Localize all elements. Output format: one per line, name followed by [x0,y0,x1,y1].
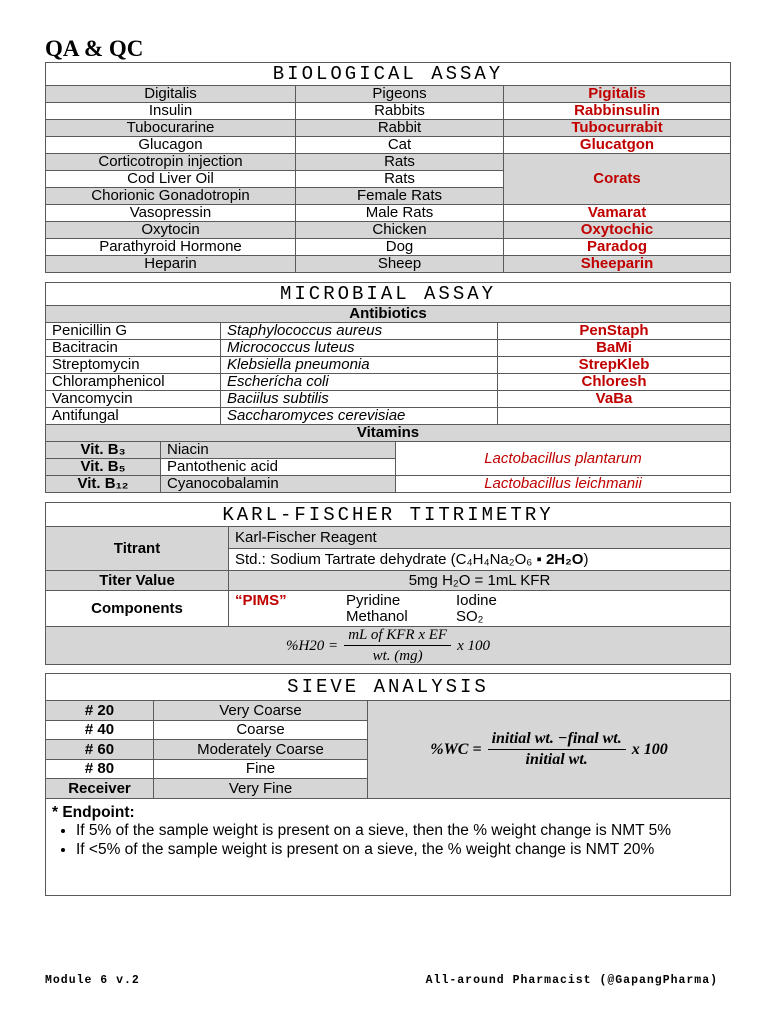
footer-author-credit: All-around Pharmacist (@GapangPharma) [425,974,718,987]
formula-fraction [488,731,626,768]
table-row [46,374,731,391]
titrant-reagent-cell: Karl-Fischer Reagent [229,527,731,549]
table-title-row [46,503,731,527]
test-animal-cell: Rabbit [296,120,504,137]
test-animal-cell: Rats [296,171,504,188]
antibiotic-cell: Vancomycin [46,391,221,408]
vitamin-name-cell: Niacin [161,442,396,459]
organism-cell: Staphylococcus aureus [221,323,498,340]
substance-cell: Tubocurarine [46,120,296,137]
formula-fraction [344,627,451,664]
component-item: Iodine [456,591,497,609]
moisture-formula-cell [46,627,731,665]
table-row [46,239,731,256]
vitamin-name-cell: Pantothenic acid [161,459,396,476]
mnemonic-cell: Rabbinsulin [504,103,731,120]
endpoint-item: • If 5% of the sample weight is present on a sieve, then the % weight change is NMT 5% [76,822,722,841]
endpoint-cell [46,799,731,896]
powder-grade-cell: Moderately Coarse [154,740,368,760]
organism-cell: Klebsiella pneumonia [221,357,498,374]
vitamin-label-cell: Vit. B₃ [46,442,161,459]
antibiotic-cell: Chloramphenicol [46,374,221,391]
formula-lhs: %H20 = [285,637,339,654]
standard-cell [229,549,731,571]
substance-cell: Oxytocin [46,222,296,239]
mnemonic-cell: Sheeparin [504,256,731,273]
microbial-assay-table [45,282,731,493]
substance-cell: Parathyroid Hormone [46,239,296,256]
formula-multiplier: x 100 [457,637,490,654]
mnemonic-cell: Paradog [504,239,731,256]
weight-change-formula [430,731,668,768]
mnemonic-cell: Tubocurrabit [504,120,731,137]
endpoint-item: • If <5% of the sample weight is present on a sieve, the % weight change is NMT 20% [76,841,722,860]
table-row [46,137,731,154]
karl-fischer-title: KARL-FISCHER TITRIMETRY [46,503,731,527]
mnemonic-cell: Oxytochic [504,222,731,239]
table-title-row [46,283,731,306]
substance-cell: Vasopressin [46,205,296,222]
vitamins-heading: Vitamins [46,425,731,442]
substance-cell: Digitalis [46,86,296,103]
powder-grade-cell: Coarse [154,721,368,740]
component-item: Methanol [346,607,408,625]
formula-denominator: initial wt. [525,751,588,768]
test-animal-cell: Rats [296,154,504,171]
table-row [46,256,731,273]
empty-mnemonic-cell [498,408,731,425]
biological-assay-title: BIOLOGICAL ASSAY [46,63,731,86]
microbial-assay-title: MICROBIAL ASSAY [46,283,731,306]
mnemonic-cell: BaMi [498,340,731,357]
mnemonic-cell: Glucatgon [504,137,731,154]
test-animal-cell: Rabbits [296,103,504,120]
table-row [46,701,731,721]
titer-value-cell: 5mg H₂O = 1mL KFR [229,571,731,591]
karl-fischer-table [45,502,731,665]
titrant-label: Titrant [46,527,229,571]
table-row [46,154,731,171]
components-mnemonic: “PIMS” [235,591,287,609]
formula-lhs: %WC = [430,740,482,758]
standard-suffix: ) [583,550,589,568]
sieve-number-cell: Receiver [46,779,154,799]
titer-label: Titer Value [46,571,229,591]
standard-hydrate: ▪ 2H₂O [536,550,584,568]
substance-cell: Insulin [46,103,296,120]
antibiotics-heading: Antibiotics [46,306,731,323]
formula-multiplier: x 100 [631,740,668,758]
substance-cell: Chorionic Gonadotropin [46,188,296,205]
table-row [46,357,731,374]
table-row [46,120,731,137]
page-title: QA & QC [45,36,144,61]
table-row [46,103,731,120]
antibiotic-cell: Penicillin G [46,323,221,340]
organism-cell: Saccharomyces cerevisiae [221,408,498,425]
footer-module-label: Module 6 v.2 [45,974,140,987]
component-item: Pyridine [346,591,401,609]
substance-cell: Heparin [46,256,296,273]
sieve-number-cell: # 20 [46,701,154,721]
test-animal-cell: Pigeons [296,86,504,103]
formula-denominator: wt. (mg) [372,648,423,664]
components-cell [229,591,731,627]
formula-numerator: mL of KFR x EF [344,627,451,646]
test-animal-cell: Sheep [296,256,504,273]
sieve-number-cell: # 80 [46,760,154,779]
antibiotic-cell: Bacitracin [46,340,221,357]
organism-cell: Escherícha coli [221,374,498,391]
test-animal-cell: Dog [296,239,504,256]
component-item: SO₂ [456,607,484,625]
table-title-row [46,674,731,701]
table-row [46,205,731,222]
endpoint-row [46,799,731,896]
substance-cell: Glucagon [46,137,296,154]
table-row [46,222,731,239]
test-animal-cell: Chicken [296,222,504,239]
moisture-formula [286,627,490,664]
table-row [46,527,731,549]
mnemonic-cell: Pigitalis [504,86,731,103]
sieve-analysis-title: SIEVE ANALYSIS [46,674,731,701]
powder-grade-cell: Very Fine [154,779,368,799]
section-heading-row [46,306,731,323]
endpoint-heading: * Endpoint: [52,804,135,821]
endpoint-list [52,822,722,859]
substance-cell: Corticotropin injection [46,154,296,171]
antibiotic-cell: Antifungal [46,408,221,425]
vitamin-label-cell: Vit. B₅ [46,459,161,476]
test-animal-cell: Female Rats [296,188,504,205]
vitamin-organism-cell: Lactobacillus plantarum [396,442,731,476]
standard-text: Std.: Sodium Tartrate dehydrate (C₄H₄Na₂O₆ [235,550,537,568]
table-title-row [46,63,731,86]
vitamin-name-cell: Cyanocobalamin [161,476,396,493]
mnemonic-cell: Vamarat [504,205,731,222]
sieve-analysis-table [45,673,731,896]
organism-cell: Baciilus subtilis [221,391,498,408]
table-row [46,323,731,340]
table-row [46,340,731,357]
table-row [46,476,731,493]
formula-numerator: initial wt. −final wt. [488,731,626,750]
organism-cell: Micrococcus luteus [221,340,498,357]
test-animal-cell: Cat [296,137,504,154]
formula-row [46,627,731,665]
vitamin-organism-cell: Lactobacillus leichmanii [396,476,731,493]
powder-grade-cell: Very Coarse [154,701,368,721]
test-animal-cell: Male Rats [296,205,504,222]
vitamin-label-cell: Vit. B₁₂ [46,476,161,493]
mnemonic-cell: PenStaph [498,323,731,340]
components-label: Components [46,591,229,627]
table-row [46,442,731,459]
table-row [46,591,731,627]
antibiotic-cell: Streptomycin [46,357,221,374]
table-row [46,408,731,425]
weight-change-formula-cell [368,701,731,799]
biological-assay-table [45,62,731,273]
table-row [46,86,731,103]
table-row [46,571,731,591]
mnemonic-cell: StrepKleb [498,357,731,374]
powder-grade-cell: Fine [154,760,368,779]
grouped-mnemonic-cell: Corats [504,154,731,205]
sieve-number-cell: # 60 [46,740,154,760]
components-list [346,593,566,625]
substance-cell: Cod Liver Oil [46,171,296,188]
sieve-number-cell: # 40 [46,721,154,740]
components-block [235,593,724,625]
table-row [46,391,731,408]
mnemonic-cell: VaBa [498,391,731,408]
mnemonic-cell: Chloresh [498,374,731,391]
section-heading-row [46,425,731,442]
